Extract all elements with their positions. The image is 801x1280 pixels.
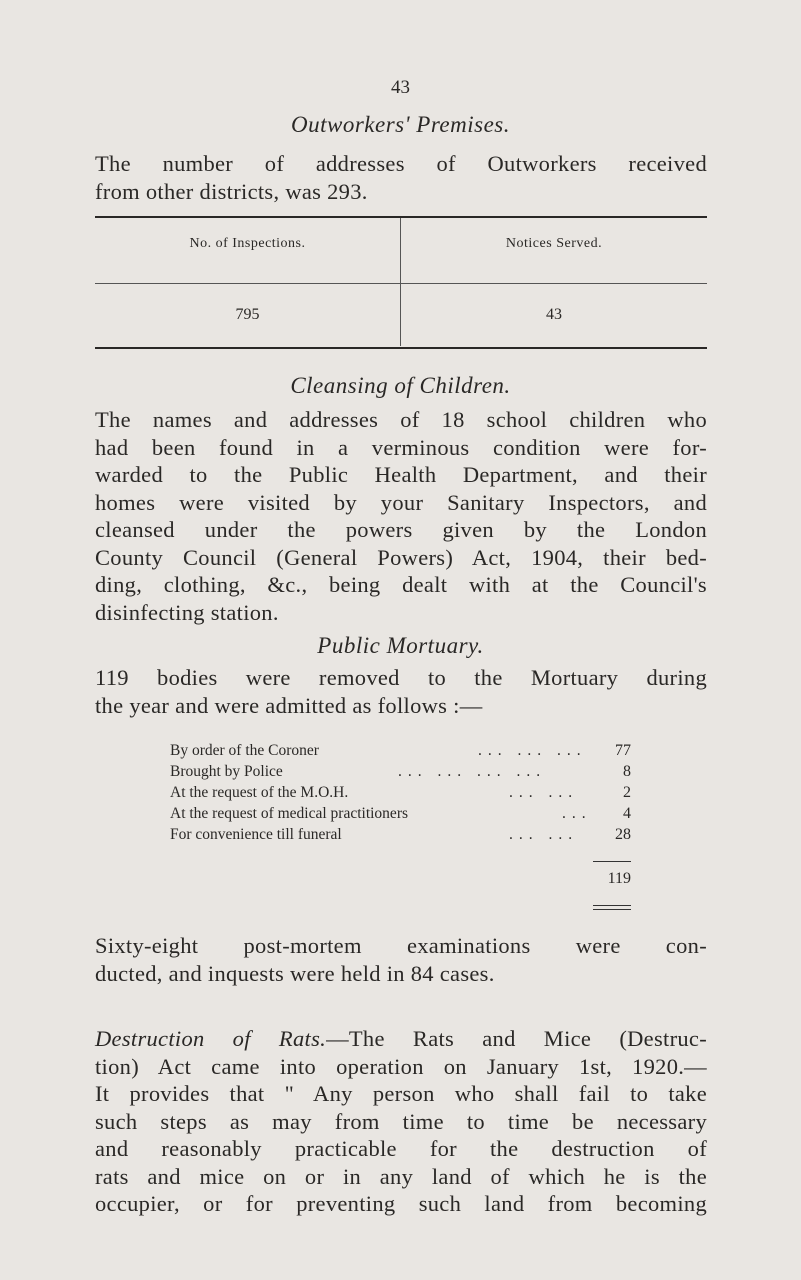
item-value: 77 <box>615 742 631 759</box>
text-line: had been found in a verminous condition were for- <box>95 434 707 460</box>
text-line: homes were visited by your Sanitary Inspectors, and <box>95 489 707 515</box>
table-header-notices: Notices Served. <box>505 236 603 251</box>
text-line: Sixty-eight post-mortem examinations were con- <box>95 933 707 958</box>
table-top-rule <box>95 216 707 218</box>
text-line <box>95 1025 707 1053</box>
text-line: It provides that " Any person who shall fail to take <box>95 1081 707 1106</box>
item-value: 2 <box>623 784 631 801</box>
post-mortem-paragraph <box>95 932 707 987</box>
text-line: ding, clothing, &c., being dealt with at the Council's <box>95 572 707 597</box>
total-double-rule-bottom <box>593 909 631 910</box>
item-leader-dots: ... ... ... <box>478 742 587 759</box>
text-line: The names and addresses of 18 school children who <box>95 407 707 432</box>
text-line: the year and were admitted as follows :— <box>95 692 483 718</box>
text-line: from other districts, was 293. <box>95 178 368 204</box>
text-line: and reasonably practicable for the destruction of <box>95 1136 707 1161</box>
sum-rule <box>593 861 631 862</box>
item-leader-dots: ... ... ... ... <box>398 763 547 780</box>
table-bottom-rule <box>95 347 707 349</box>
item-leader-dots: ... <box>562 805 592 822</box>
rats-heading: Destruction of Rats. <box>95 1026 327 1051</box>
text-line: rats and mice on or in any land of which he is the <box>95 1163 707 1189</box>
item-label: At the request of medical practitioners <box>170 805 409 822</box>
rats-first-line-text: —The Rats and Mice (Destruc- <box>326 1026 707 1051</box>
rats-paragraph <box>95 1025 707 1218</box>
outworkers-paragraph <box>95 150 707 205</box>
text-line: such steps as may from time to time be necessary <box>95 1108 707 1134</box>
text-line: occupier, or for preventing such land from becoming <box>95 1191 707 1216</box>
total-value: 119 <box>607 870 631 887</box>
item-label: Brought by Police <box>170 763 283 780</box>
total-double-rule-top <box>593 905 631 906</box>
text-line: tion) Act came into operation on January 1st, 1920.— <box>95 1053 707 1079</box>
text-line: The number of addresses of Outworkers received <box>95 151 707 176</box>
page-number: 43 <box>391 77 410 98</box>
text-line: County Council (General Powers) Act, 1904, their bed- <box>95 544 707 570</box>
table-cell-inspections: 795 <box>235 306 260 323</box>
item-label: At the request of the M.O.H. <box>170 784 349 801</box>
text-line: disinfecting station. <box>95 599 279 625</box>
text-line: ducted, and inquests were held in 84 cases. <box>95 960 495 986</box>
mortuary-heading: Public Mortuary. <box>317 633 484 658</box>
text-line: warded to the Public Health Department, and their <box>95 462 707 487</box>
mortuary-paragraph <box>95 664 707 719</box>
table-header-inspections: No. of Inspections. <box>189 236 306 251</box>
cleansing-paragraph <box>95 406 707 626</box>
outworkers-heading: Outworkers' Premises. <box>291 112 510 137</box>
item-leader-dots: ... ... <box>509 826 579 843</box>
text-line: 119 bodies were removed to the Mortuary during <box>95 665 707 690</box>
item-value: 4 <box>623 805 631 822</box>
item-leader-dots: ... ... <box>509 784 579 801</box>
cleansing-heading: Cleansing of Children. <box>290 373 511 398</box>
table-cell-notices: 43 <box>546 306 562 323</box>
item-value: 8 <box>623 763 631 780</box>
table-header-rule <box>95 283 707 284</box>
item-value: 28 <box>615 826 631 843</box>
text-line: cleansed under the powers given by the London <box>95 517 707 542</box>
item-label: For convenience till funeral <box>170 826 342 843</box>
item-label: By order of the Coroner <box>170 742 319 759</box>
